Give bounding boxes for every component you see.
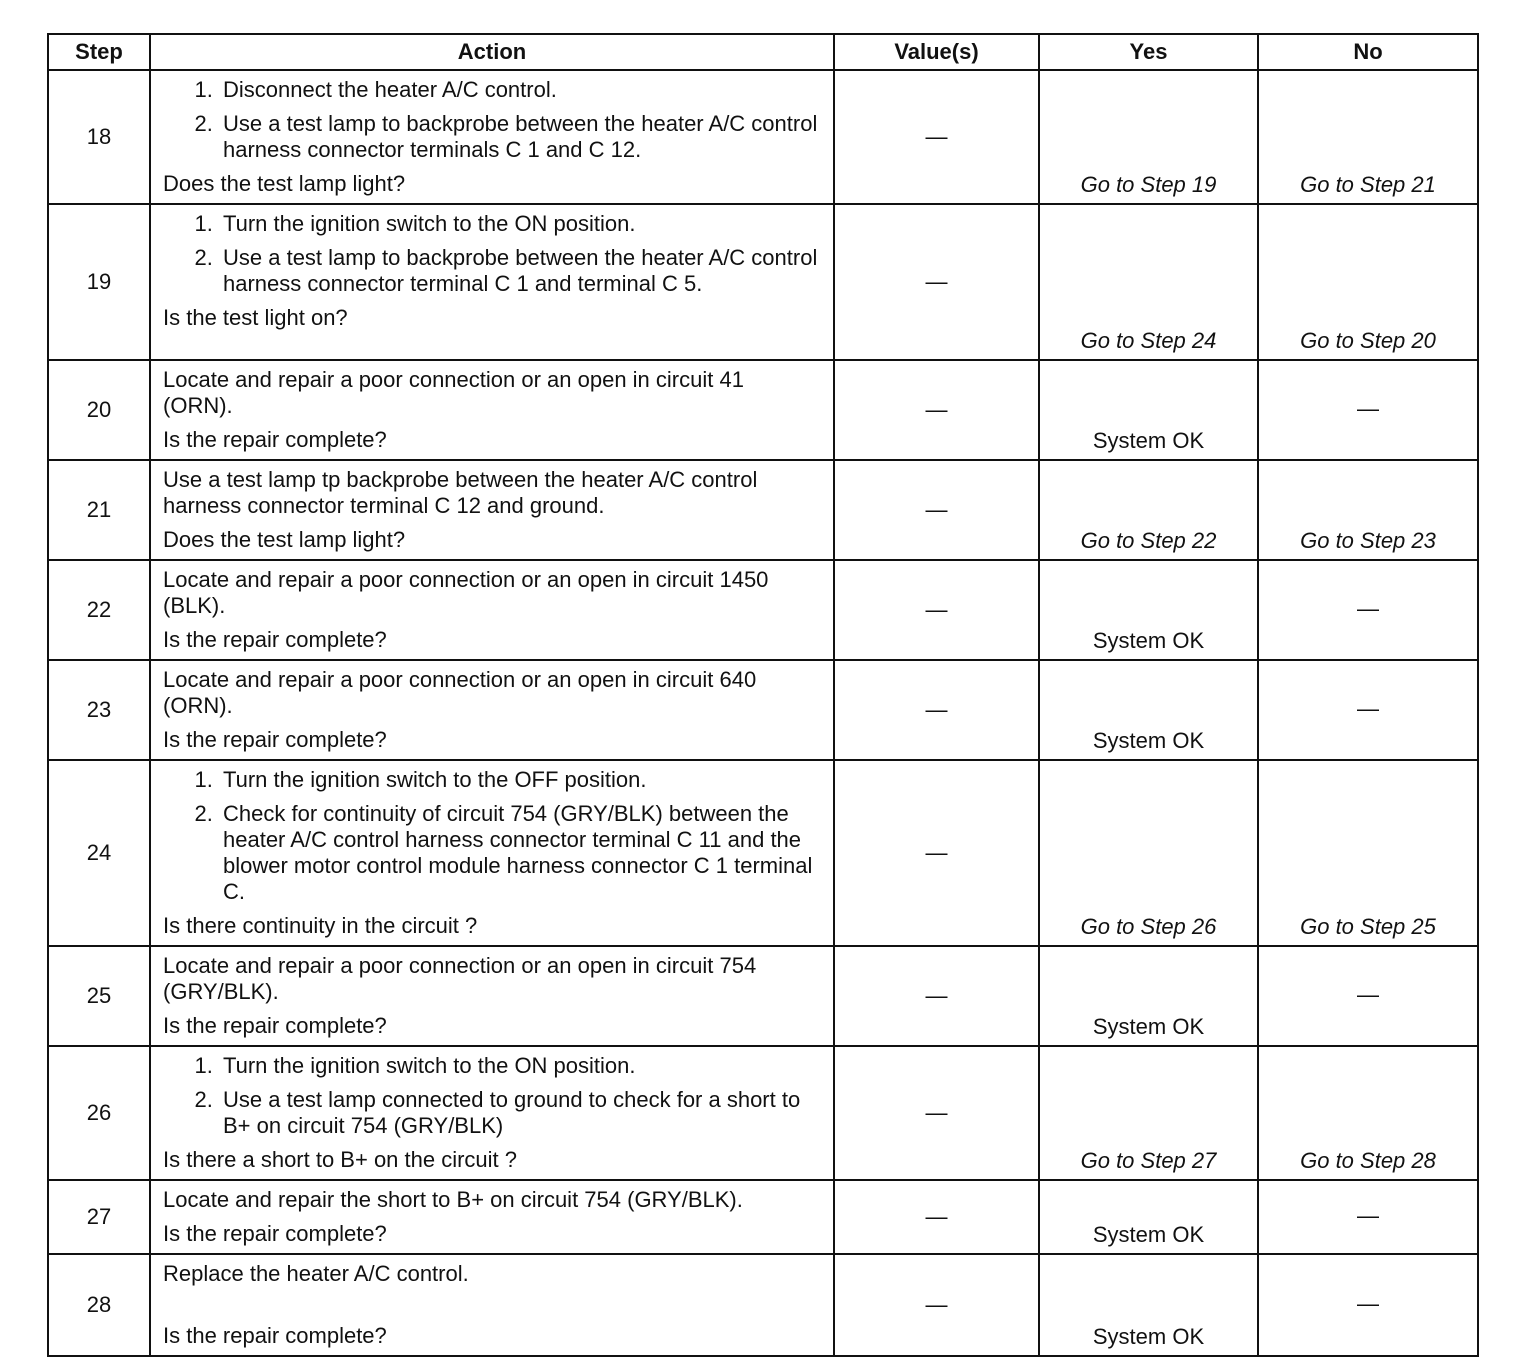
yes-result: Go to Step 22 (1080, 528, 1217, 553)
action-instruction: Locate and repair a poor connection or an open in circuit 1450 (BLK). (163, 567, 769, 618)
value-cell: — (834, 560, 1039, 660)
action-question: Does the test lamp light? (163, 527, 406, 552)
action-steps-list (163, 211, 819, 297)
action-step: 1. Turn the ignition switch to the OFF position. (219, 767, 819, 793)
no-cell (1258, 1180, 1478, 1254)
action-question: Is there continuity in the circuit ? (163, 913, 478, 938)
step-number: 25 (48, 946, 150, 1046)
action-step: 2. Use a test lamp to backprobe between the heater A/C control harness connector terminals C 1 and C 12. (219, 111, 819, 163)
action-question: Is the repair complete? (163, 1013, 387, 1038)
action-cell (150, 1254, 834, 1356)
yes-cell (1039, 460, 1258, 560)
table-row (48, 560, 1478, 660)
step-number: 28 (48, 1254, 150, 1356)
action-question: Does the test lamp light? (163, 171, 406, 196)
no-cell (1258, 946, 1478, 1046)
step-number: 18 (48, 70, 150, 204)
action-cell (150, 946, 834, 1046)
yes-cell (1039, 760, 1258, 946)
table-row (48, 1180, 1478, 1254)
yes-cell (1039, 204, 1258, 360)
header-no: No (1258, 34, 1478, 70)
action-cell (150, 1046, 834, 1180)
action-step: 2. Use a test lamp connected to ground to check for a short to B+ on circuit 754 (GRY/BLK) (219, 1087, 819, 1139)
action-instruction: Locate and repair a poor connection or an open in circuit 640 (ORN). (163, 667, 757, 718)
yes-result: System OK (1092, 1324, 1205, 1349)
step-number: 26 (48, 1046, 150, 1180)
diagnostic-table (47, 33, 1479, 1357)
step-number: 24 (48, 760, 150, 946)
table-row (48, 204, 1478, 360)
action-step: 2. Check for continuity of circuit 754 (GRY/BLK) between the heater A/C control harness connector terminal C 11 and the blower motor control module harness connector C 1 terminal C. (219, 801, 819, 905)
no-cell (1258, 1046, 1478, 1180)
action-step: 1. Turn the ignition switch to the ON position. (219, 211, 819, 237)
table-row (48, 360, 1478, 460)
yes-cell (1039, 1046, 1258, 1180)
action-question: Is the repair complete? (163, 627, 387, 652)
header-yes: Yes (1039, 34, 1258, 70)
step-number: 21 (48, 460, 150, 560)
value-cell: — (834, 760, 1039, 946)
yes-cell (1039, 946, 1258, 1046)
no-result: Go to Step 23 (1300, 528, 1436, 553)
no-result: Go to Step 20 (1300, 328, 1436, 353)
action-question: Is the repair complete? (163, 427, 387, 452)
table-row (48, 1254, 1478, 1356)
action-instruction: Locate and repair a poor connection or an open in circuit 754 (GRY/BLK). (163, 953, 757, 1004)
yes-cell (1039, 560, 1258, 660)
action-cell (150, 760, 834, 946)
step-number: 22 (48, 560, 150, 660)
no-cell (1258, 660, 1478, 760)
yes-cell (1039, 660, 1258, 760)
yes-cell (1039, 1180, 1258, 1254)
no-result: — (1357, 696, 1379, 721)
no-cell (1258, 204, 1478, 360)
step-number: 27 (48, 1180, 150, 1254)
table-row (48, 946, 1478, 1046)
action-question: Is there a short to B+ on the circuit ? (163, 1147, 518, 1172)
action-instruction: Replace the heater A/C control. (163, 1261, 469, 1286)
action-step: 1. Turn the ignition switch to the ON position. (219, 1053, 819, 1079)
value-cell: — (834, 1254, 1039, 1356)
action-question: Is the repair complete? (163, 727, 387, 752)
table-row (48, 460, 1478, 560)
action-cell (150, 460, 834, 560)
header-step: Step (48, 34, 150, 70)
action-instruction: Locate and repair a poor connection or an open in circuit 41 (ORN). (163, 367, 744, 418)
no-cell (1258, 1254, 1478, 1356)
no-cell (1258, 560, 1478, 660)
yes-result: System OK (1092, 428, 1205, 453)
action-question: Is the test light on? (163, 305, 348, 330)
yes-result: System OK (1092, 728, 1205, 753)
yes-result: System OK (1092, 1014, 1205, 1039)
yes-cell (1039, 1254, 1258, 1356)
action-steps-list (163, 767, 819, 905)
no-cell (1258, 360, 1478, 460)
no-result: Go to Step 25 (1300, 914, 1436, 939)
yes-cell (1039, 70, 1258, 204)
table-body (48, 70, 1478, 1356)
value-cell: — (834, 70, 1039, 204)
yes-result: Go to Step 27 (1080, 1148, 1217, 1173)
action-steps-list (163, 77, 819, 163)
value-cell: — (834, 460, 1039, 560)
no-cell (1258, 460, 1478, 560)
yes-result: Go to Step 24 (1080, 328, 1217, 353)
no-result: Go to Step 28 (1300, 1148, 1436, 1173)
no-result: — (1357, 396, 1379, 421)
no-cell (1258, 70, 1478, 204)
yes-cell (1039, 360, 1258, 460)
action-cell (150, 360, 834, 460)
value-cell: — (834, 660, 1039, 760)
table-row (48, 70, 1478, 204)
step-number: 19 (48, 204, 150, 360)
action-step: 2. Use a test lamp to backprobe between the heater A/C control harness connector terminal C 1 and terminal C 5. (219, 245, 819, 297)
value-cell: — (834, 204, 1039, 360)
table-row (48, 1046, 1478, 1180)
yes-result: System OK (1092, 1222, 1205, 1247)
action-cell (150, 560, 834, 660)
action-instruction: Use a test lamp tp backprobe between the heater A/C control harness connector terminal C 12 and ground. (163, 467, 758, 518)
yes-result: Go to Step 19 (1080, 172, 1217, 197)
action-instruction: Locate and repair the short to B+ on circuit 754 (GRY/BLK). (163, 1187, 743, 1212)
table-row (48, 660, 1478, 760)
action-cell (150, 1180, 834, 1254)
action-question: Is the repair complete? (163, 1323, 387, 1348)
value-cell: — (834, 1046, 1039, 1180)
header-action: Action (150, 34, 834, 70)
action-cell (150, 660, 834, 760)
yes-result: System OK (1092, 628, 1205, 653)
action-question: Is the repair complete? (163, 1221, 387, 1246)
action-steps-list (163, 1053, 819, 1139)
table-row (48, 760, 1478, 946)
no-result: — (1357, 982, 1379, 1007)
action-cell (150, 70, 834, 204)
header-values: Value(s) (834, 34, 1039, 70)
action-cell (150, 204, 834, 360)
no-result: Go to Step 21 (1300, 172, 1436, 197)
no-result: — (1357, 1203, 1379, 1228)
value-cell: — (834, 946, 1039, 1046)
value-cell: — (834, 360, 1039, 460)
yes-result: Go to Step 26 (1080, 914, 1217, 939)
no-cell (1258, 760, 1478, 946)
no-result: — (1357, 596, 1379, 621)
step-number: 20 (48, 360, 150, 460)
action-step: 1. Disconnect the heater A/C control. (219, 77, 819, 103)
step-number: 23 (48, 660, 150, 760)
header-row (48, 34, 1478, 70)
value-cell: — (834, 1180, 1039, 1254)
no-result: — (1357, 1291, 1379, 1316)
